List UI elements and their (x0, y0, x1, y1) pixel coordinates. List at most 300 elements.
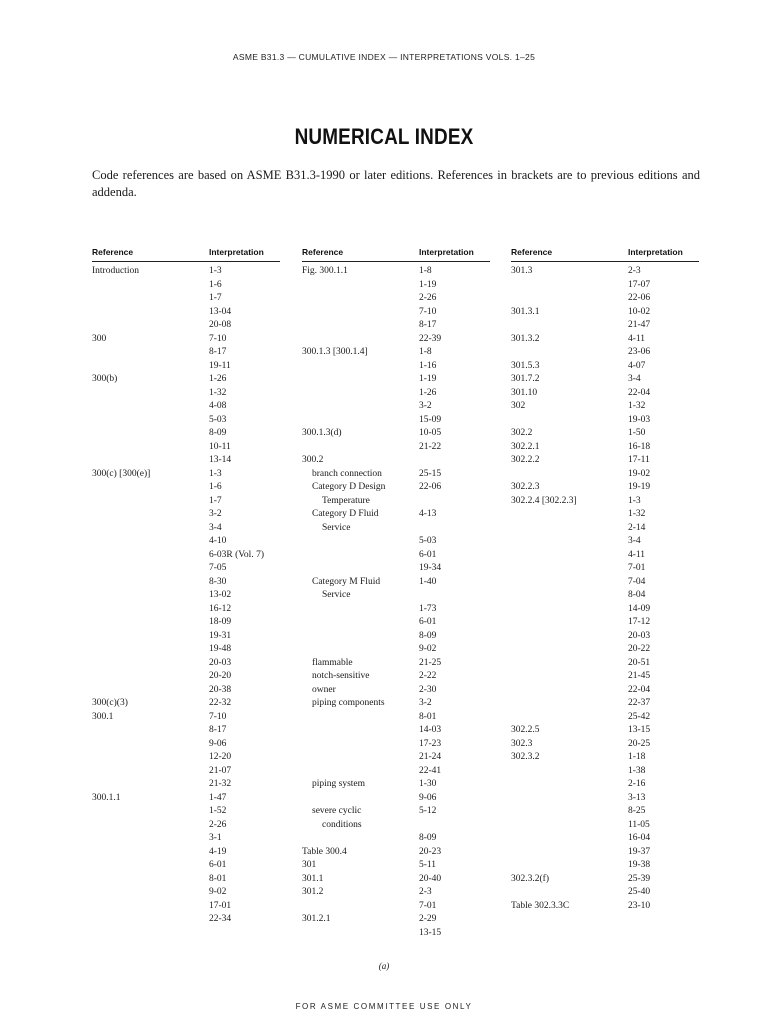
reference-cell: 302 (511, 401, 526, 411)
interpretation-cell: 7-10 (209, 711, 227, 722)
interpretation-cell: 17-01 (209, 900, 232, 911)
interpretation-cell: 3-4 (628, 374, 641, 384)
index-column-1 (92, 245, 280, 927)
reference-cell: 300.2 (302, 455, 324, 465)
index-rows (511, 265, 699, 913)
reference-cell: 302.3 (511, 738, 533, 749)
index-row (302, 387, 490, 401)
index-row (92, 508, 280, 522)
index-row (511, 643, 699, 657)
index-row (302, 346, 490, 360)
interpretation-cell: 19-37 (628, 846, 651, 857)
reference-cell: Service (322, 590, 351, 600)
interpretation-cell: 2-30 (419, 684, 437, 695)
index-row (92, 319, 280, 333)
reference-header: Reference (302, 247, 344, 257)
interpretation-cell: 1-7 (209, 293, 222, 303)
index-row (92, 859, 280, 873)
index-row (511, 549, 699, 563)
interpretation-cell: 21-22 (419, 441, 442, 452)
index-row (92, 819, 280, 833)
index-row (511, 427, 699, 441)
index-row (92, 549, 280, 563)
index-row (302, 549, 490, 563)
interpretation-cell: 4-07 (628, 360, 646, 371)
interpretation-cell: 5-03 (419, 536, 437, 546)
reference-cell: 301.3.2 (511, 333, 540, 344)
index-row (92, 846, 280, 860)
index-row (302, 819, 490, 833)
index-row (511, 657, 699, 671)
index-row (511, 670, 699, 684)
interpretation-cell: 14-09 (628, 603, 651, 614)
index-row (511, 387, 699, 401)
index-row (302, 697, 490, 711)
interpretation-cell: 2-14 (628, 522, 646, 533)
interpretation-cell: 1-3 (628, 495, 641, 506)
index-row (92, 697, 280, 711)
reference-cell: 301.7.2 (511, 374, 540, 384)
index-row (511, 562, 699, 576)
reference-cell: 300.1 (92, 711, 114, 722)
index-row (92, 400, 280, 414)
interpretation-cell: 13-15 (419, 927, 442, 938)
interpretation-cell: 7-10 (209, 333, 227, 344)
reference-cell: Introduction (92, 266, 139, 276)
reference-cell: Temperature (322, 495, 370, 506)
interpretation-cell: 8-17 (209, 725, 227, 735)
index-row (92, 630, 280, 644)
interpretation-cell: 8-09 (419, 630, 437, 641)
index-row (302, 481, 490, 495)
index-row (511, 319, 699, 333)
interpretation-cell: 1-50 (628, 428, 646, 438)
reference-cell: 300 (92, 333, 107, 344)
index-row (511, 778, 699, 792)
interpretation-cell: 3-4 (209, 522, 222, 533)
index-row (511, 859, 699, 873)
reference-cell: Category D Fluid (312, 509, 379, 519)
index-row (302, 414, 490, 428)
interpretation-cell: 2-22 (419, 671, 437, 681)
interpretation-cell: 15-09 (419, 414, 442, 425)
index-row (302, 913, 490, 927)
index-row (302, 373, 490, 387)
interpretation-cell: 12-20 (209, 752, 232, 762)
index-row (92, 751, 280, 765)
reference-cell: conditions (322, 819, 362, 830)
interpretation-header: Interpretation (209, 247, 264, 257)
index-row (92, 832, 280, 846)
reference-cell: 302.2.4 [302.2.3] (511, 495, 577, 506)
index-row (92, 643, 280, 657)
reference-cell: 302.3.2 (511, 752, 540, 762)
reference-cell: Fig. 300.1.1 (302, 266, 348, 276)
reference-cell: 302.2.5 (511, 725, 540, 735)
index-row (511, 711, 699, 725)
interpretation-cell: 17-07 (628, 279, 651, 290)
interpretation-cell: 13-04 (209, 306, 232, 317)
index-row (92, 562, 280, 576)
interpretation-cell: 8-01 (419, 711, 437, 722)
reference-cell: 302.2.2 (511, 455, 540, 465)
interpretation-cell: 9-06 (419, 792, 437, 803)
index-row (92, 616, 280, 630)
reference-cell: Service (322, 522, 351, 533)
index-row (302, 670, 490, 684)
interpretation-cell: 19-02 (628, 468, 651, 479)
reference-cell: owner (312, 684, 336, 695)
column-header (302, 245, 490, 262)
interpretation-cell: 5-03 (209, 414, 227, 425)
page-number: (a) (378, 961, 390, 971)
index-row (511, 616, 699, 630)
index-row (302, 306, 490, 320)
interpretation-cell: 7-10 (419, 306, 437, 317)
index-row (511, 279, 699, 293)
column-header (92, 245, 280, 262)
interpretation-cell: 3-2 (419, 698, 432, 708)
index-row (511, 454, 699, 468)
index-row (511, 765, 699, 779)
interpretation-cell: 1-38 (628, 765, 646, 776)
interpretation-cell: 25-40 (628, 887, 651, 897)
index-row (302, 711, 490, 725)
interpretation-cell: 4-11 (628, 549, 646, 560)
index-row (302, 616, 490, 630)
index-row (302, 400, 490, 414)
index-row (511, 900, 699, 914)
interpretation-cell: 20-03 (209, 657, 232, 668)
index-row (302, 873, 490, 887)
interpretation-cell: 9-06 (209, 738, 227, 749)
interpretation-cell: 1-7 (209, 495, 222, 506)
interpretation-cell: 1-8 (419, 266, 432, 276)
interpretation-cell: 20-23 (419, 846, 442, 857)
index-row (302, 630, 490, 644)
interpretation-cell: 1-3 (209, 266, 222, 276)
interpretation-cell: 22-34 (209, 914, 232, 924)
index-row (511, 724, 699, 738)
index-row (511, 346, 699, 360)
interpretation-cell: 22-06 (628, 293, 651, 303)
index-row (511, 333, 699, 347)
interpretation-cell: 22-32 (209, 698, 232, 708)
interpretation-cell: 1-32 (628, 401, 646, 411)
reference-cell: flammable (312, 657, 353, 668)
index-row (302, 427, 490, 441)
interpretation-cell: 22-04 (628, 684, 651, 695)
index-row (92, 738, 280, 752)
interpretation-cell: 20-22 (628, 644, 651, 654)
index-row (92, 873, 280, 887)
interpretation-cell: 20-08 (209, 320, 232, 330)
interpretation-cell: 23-10 (628, 900, 651, 911)
reference-cell: 301.2.1 (302, 914, 331, 924)
reference-cell: Table 302.3.3C (511, 900, 570, 911)
interpretation-cell: 14-03 (419, 725, 442, 735)
index-row (302, 859, 490, 873)
index-row (511, 481, 699, 495)
interpretation-cell: 8-17 (209, 347, 227, 357)
interpretation-cell: 17-11 (628, 455, 650, 465)
index-row (302, 360, 490, 374)
interpretation-cell: 21-47 (628, 320, 651, 330)
index-row (92, 684, 280, 698)
index-row (92, 346, 280, 360)
index-row (511, 400, 699, 414)
interpretation-cell: 23-06 (628, 347, 651, 357)
interpretation-cell: 4-13 (419, 509, 437, 519)
interpretation-cell: 13-15 (628, 725, 651, 735)
interpretation-cell: 20-25 (628, 738, 651, 749)
interpretation-cell: 22-41 (419, 765, 442, 776)
interpretation-cell: 13-02 (209, 590, 232, 600)
index-row (302, 454, 490, 468)
index-row (302, 927, 490, 941)
interpretation-cell: 9-02 (419, 644, 437, 654)
index-row (302, 765, 490, 779)
interpretation-cell: 1-26 (209, 374, 227, 384)
interpretation-cell: 17-12 (628, 617, 651, 627)
reference-cell: piping components (312, 698, 385, 708)
index-row (302, 441, 490, 455)
interpretation-cell: 19-48 (209, 644, 232, 654)
interpretation-cell: 3-2 (419, 401, 432, 411)
index-row (92, 913, 280, 927)
interpretation-cell: 25-39 (628, 873, 651, 884)
interpretation-cell: 7-01 (628, 563, 646, 573)
interpretation-cell: 13-14 (209, 455, 232, 465)
reference-header: Reference (92, 247, 134, 257)
index-row (92, 535, 280, 549)
interpretation-cell: 2-26 (209, 819, 227, 830)
index-row (511, 535, 699, 549)
index-row (92, 333, 280, 347)
interpretation-cell: 20-51 (628, 657, 651, 668)
reference-cell: notch-sensitive (312, 671, 370, 681)
index-row (92, 427, 280, 441)
index-row (92, 265, 280, 279)
interpretation-cell: 2-16 (628, 779, 646, 789)
interpretation-cell: 2-3 (628, 266, 641, 276)
index-row (511, 495, 699, 509)
index-row (511, 306, 699, 320)
interpretation-cell: 2-3 (419, 887, 432, 897)
reference-cell: 300(c) [300(e)] (92, 468, 151, 479)
index-row (92, 778, 280, 792)
reference-cell: piping system (312, 779, 366, 789)
interpretation-cell: 6-01 (419, 549, 437, 560)
reference-header: Reference (511, 247, 553, 257)
interpretation-cell: 2-29 (419, 914, 437, 924)
index-row (511, 441, 699, 455)
index-row (511, 751, 699, 765)
page-title: NUMERICAL INDEX (294, 124, 474, 149)
interpretation-cell: 5-11 (419, 860, 437, 870)
index-row (302, 535, 490, 549)
index-row (92, 414, 280, 428)
index-row (302, 495, 490, 509)
interpretation-cell: 9-02 (209, 887, 227, 897)
interpretation-cell: 1-26 (419, 387, 437, 398)
interpretation-cell: 22-06 (419, 482, 442, 492)
index-row (511, 738, 699, 752)
index-row (92, 441, 280, 455)
interpretation-cell: 5-12 (419, 806, 437, 816)
reference-cell: 302.3.2(f) (511, 873, 549, 884)
interpretation-cell: 22-39 (419, 333, 442, 344)
interpretation-cell: 1-47 (209, 792, 227, 803)
reference-cell: Category M Fluid (312, 576, 381, 587)
index-row (511, 684, 699, 698)
column-header (511, 245, 699, 262)
interpretation-cell: 1-32 (209, 387, 227, 398)
index-row (92, 603, 280, 617)
index-row (302, 684, 490, 698)
interpretation-cell: 21-45 (628, 671, 651, 681)
interpretation-cell: 8-30 (209, 576, 227, 587)
interpretation-cell: 3-4 (628, 536, 641, 546)
index-row (302, 279, 490, 293)
index-row (302, 468, 490, 482)
reference-cell: 301 (302, 860, 317, 870)
interpretation-cell: 25-15 (419, 468, 442, 479)
index-row (302, 292, 490, 306)
index-column-3 (511, 245, 699, 913)
index-row (92, 711, 280, 725)
interpretation-cell: 2-26 (419, 293, 437, 303)
reference-cell: 300(c)(3) (92, 698, 128, 708)
reference-cell: Category D Design (312, 482, 386, 492)
interpretation-cell: 6-01 (209, 860, 227, 870)
index-row (302, 832, 490, 846)
interpretation-cell: 1-8 (419, 347, 432, 357)
interpretation-cell: 22-04 (628, 387, 651, 398)
index-row (92, 360, 280, 374)
index-row (511, 522, 699, 536)
interpretation-cell: 16-12 (209, 603, 232, 614)
interpretation-cell: 16-18 (628, 441, 651, 452)
reference-cell: 300.1.1 (92, 792, 121, 803)
interpretation-cell: 4-11 (628, 333, 646, 344)
index-row (92, 765, 280, 779)
interpretation-cell: 1-73 (419, 603, 437, 614)
index-row (92, 589, 280, 603)
interpretation-cell: 3-13 (628, 792, 646, 803)
index-row (511, 603, 699, 617)
index-row (92, 522, 280, 536)
index-row (511, 805, 699, 819)
index-column-2 (302, 245, 490, 940)
reference-cell: 302.2 (511, 428, 533, 438)
interpretation-cell: 16-04 (628, 833, 651, 843)
interpretation-cell: 1-19 (419, 374, 437, 384)
running-head: ASME B31.3 — CUMULATIVE INDEX — INTERPRETATIONS VOLS. 1–25 (232, 52, 536, 62)
interpretation-cell: 20-40 (419, 873, 442, 884)
interpretation-cell: 10-02 (628, 306, 651, 317)
index-row (511, 832, 699, 846)
index-row (302, 900, 490, 914)
index-row (302, 657, 490, 671)
interpretation-cell: 4-10 (209, 536, 227, 546)
interpretation-cell: 3-2 (209, 509, 222, 519)
interpretation-cell: 19-11 (209, 360, 231, 371)
interpretation-cell: 7-04 (628, 576, 646, 587)
interpretation-cell: 8-09 (419, 833, 437, 843)
interpretation-header: Interpretation (419, 247, 474, 257)
index-row (302, 805, 490, 819)
reference-cell: 301.3 (511, 266, 533, 276)
reference-cell: 301.1 (302, 873, 324, 884)
interpretation-cell: 21-24 (419, 752, 442, 762)
reference-cell: severe cyclic (312, 806, 362, 816)
index-row (92, 373, 280, 387)
interpretation-cell: 1-3 (209, 468, 222, 479)
index-row (92, 454, 280, 468)
interpretation-cell: 19-19 (628, 482, 651, 492)
interpretation-cell: 1-6 (209, 482, 222, 492)
interpretation-cell: 8-04 (628, 590, 646, 600)
interpretation-cell: 21-07 (209, 765, 232, 776)
index-row (302, 751, 490, 765)
index-row (511, 792, 699, 806)
index-row (302, 265, 490, 279)
index-row (92, 724, 280, 738)
index-row (92, 279, 280, 293)
interpretation-cell: 8-09 (209, 428, 227, 438)
interpretation-cell: 1-32 (628, 509, 646, 519)
interpretation-cell: 7-01 (419, 900, 437, 911)
reference-cell: 300.1.3(d) (302, 428, 342, 438)
interpretation-cell: 19-31 (209, 630, 232, 641)
index-row (302, 846, 490, 860)
interpretation-cell: 1-52 (209, 806, 227, 816)
index-row (92, 387, 280, 401)
reference-cell: 301.10 (511, 387, 538, 398)
interpretation-cell: 6-03R (Vol. 7) (209, 549, 264, 560)
index-row (92, 805, 280, 819)
reference-cell: Table 300.4 (302, 846, 347, 857)
interpretation-cell: 19-38 (628, 860, 651, 870)
interpretation-cell: 8-01 (209, 873, 227, 884)
interpretation-cell: 17-23 (419, 738, 442, 749)
interpretation-cell: 20-20 (209, 671, 232, 681)
index-row (511, 373, 699, 387)
interpretation-cell: 19-34 (419, 563, 442, 573)
interpretation-cell: 1-40 (419, 576, 437, 587)
reference-cell: 302.2.1 (511, 441, 540, 452)
index-row (511, 886, 699, 900)
interpretation-cell: 18-09 (209, 617, 232, 627)
interpretation-cell: 21-32 (209, 779, 232, 789)
index-row (302, 589, 490, 603)
reference-cell: 301.5.3 (511, 360, 540, 371)
index-rows (302, 265, 490, 940)
interpretation-cell: 1-30 (419, 779, 437, 789)
interpretation-cell: 19-03 (628, 414, 651, 425)
index-row (302, 738, 490, 752)
index-row (302, 603, 490, 617)
index-row (302, 886, 490, 900)
interpretation-cell: 25-42 (628, 711, 651, 722)
interpretation-cell: 10-05 (419, 428, 442, 438)
interpretation-cell: 1-19 (419, 279, 437, 290)
index-row (511, 576, 699, 590)
index-row (92, 670, 280, 684)
index-row (511, 819, 699, 833)
index-row (302, 792, 490, 806)
